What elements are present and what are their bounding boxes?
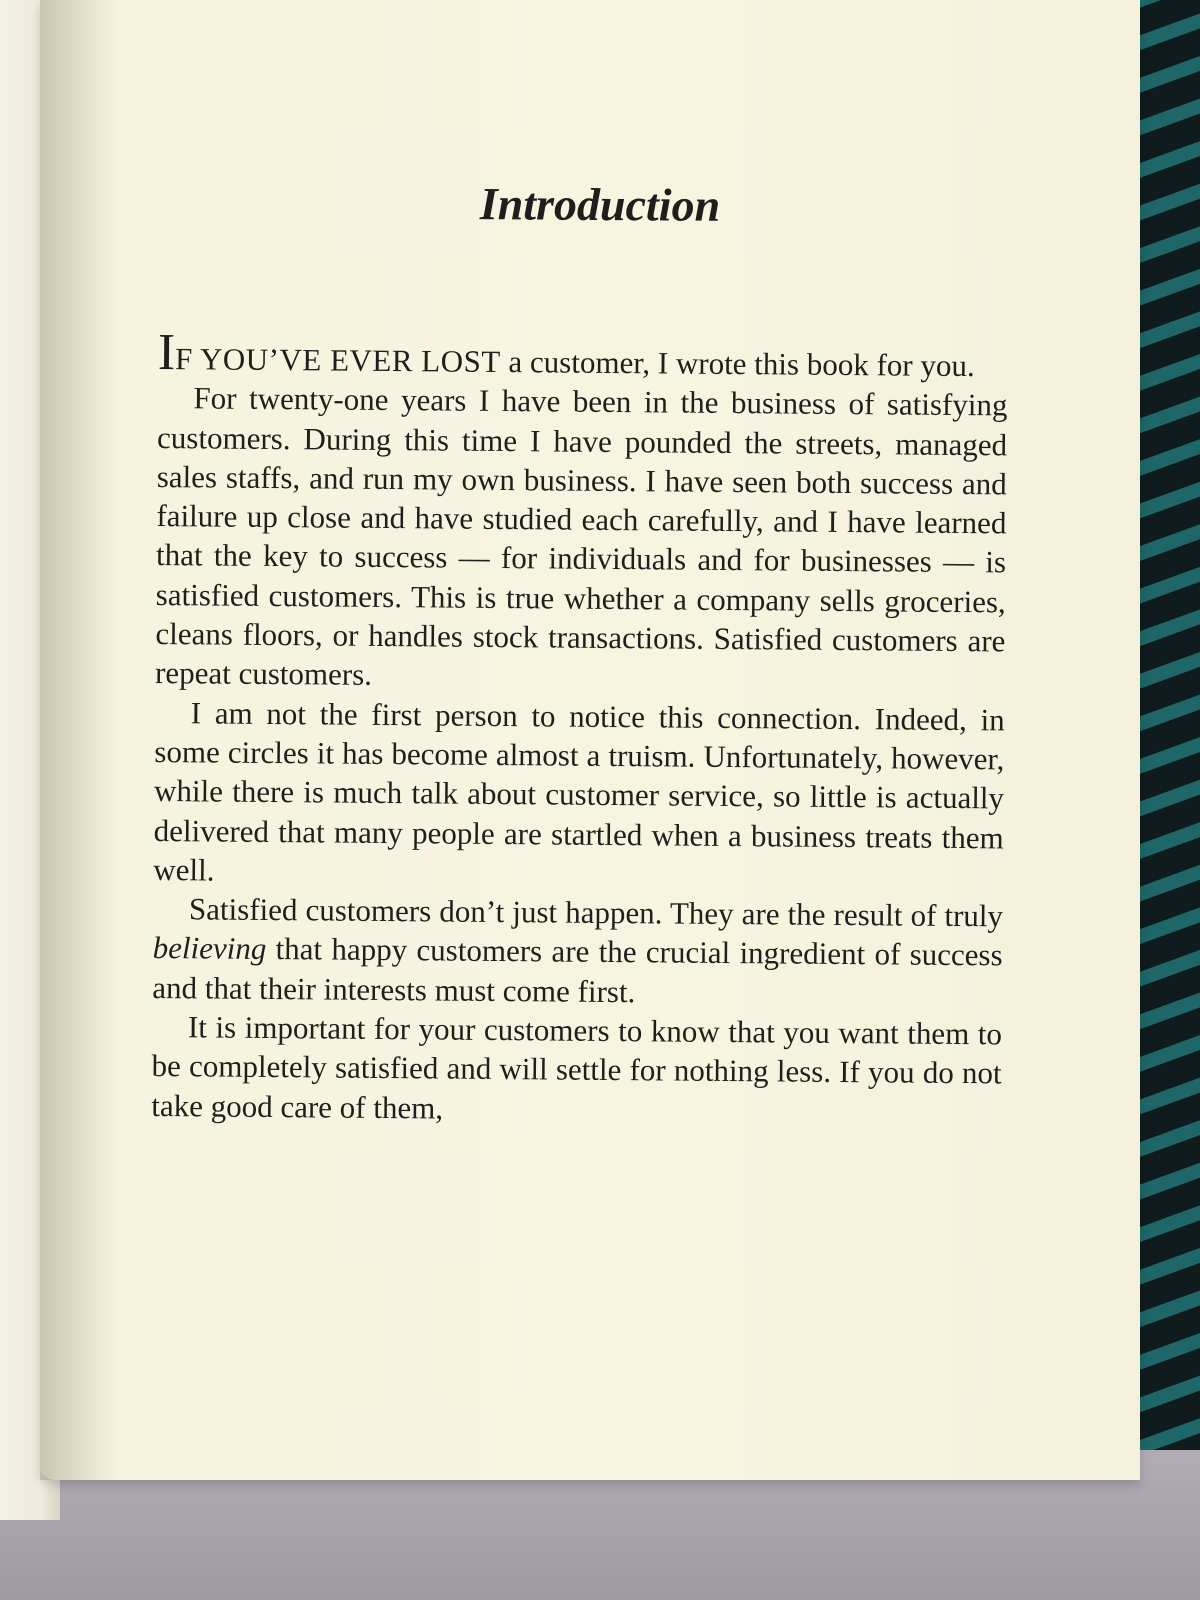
body-text <box>151 324 1008 1132</box>
opening-rest: a customer, I wrote this book for you. <box>500 343 975 384</box>
paragraph-final: It is important for your customers to know that you want them to be completely satisfied and will settle for nothing less. If you do not take good care of them, <box>151 1009 1003 1126</box>
paragraph-truism: I am not the first person to notice this connection. Indeed, in some circles it has become almost a truism. Unfortunately, however, while there is much talk about customer service, so little is actually delivered that many people are startled when a business treats them well. <box>153 694 1005 888</box>
believing-before: Satisfied customers don’t just happen. They are the result of truly <box>188 891 1004 934</box>
opening-small-caps: F YOU’VE EVER LOST <box>174 341 501 379</box>
believing-emphasis: believing <box>152 930 267 967</box>
chapter-title: Introduction <box>479 178 721 231</box>
believing-after: that happy customers are the crucial ingredient of success and that their interests must come first. <box>152 931 1003 1009</box>
paragraph-experience: For twenty-one years I have been in the business of satisfying customers. During this time I have pounded the streets, managed sales staffs, and run my own business. I have seen both success and failure up close and have studied each carefully, and I have learned that the key to success — for individuals and for businesses — is satisfied customers. This is true whether a company sells groceries, cleans floors, or handles stock transactions. Satisfied customers are repeat customers. <box>154 380 1008 693</box>
paragraph-believing <box>152 889 1003 1014</box>
drop-cap: I <box>157 324 176 382</box>
